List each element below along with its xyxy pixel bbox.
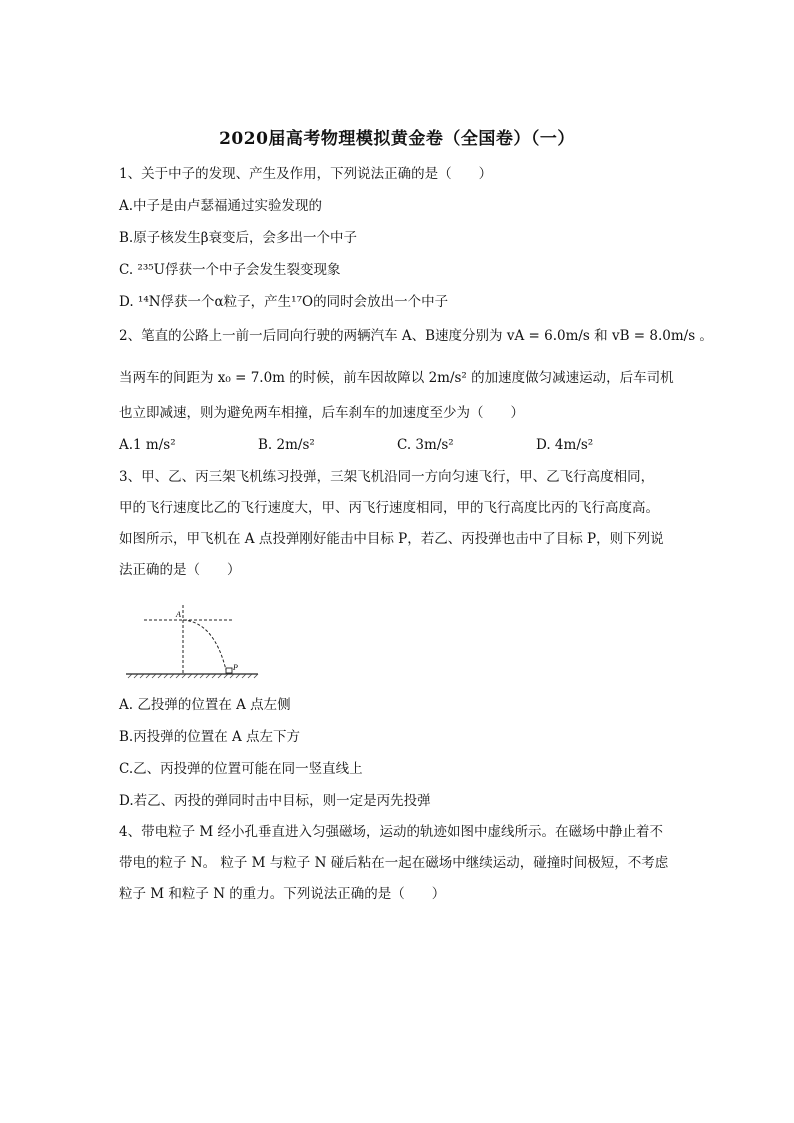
q3-option-b: B.丙投弹的位置在 A 点左下方: [119, 729, 301, 745]
q4-stem-line-1: 4、带电粒子 M 经小孔垂直进入匀强磁场，运动的轨迹如图中虚线所示。在磁场中静止着不: [119, 824, 663, 840]
q2-stem-line-2: 当两车的间距为 x₀ = 7.0m 的时候，前车因故障以 2m/s² 的加速度做匀减速运动，后车司机: [119, 370, 674, 386]
q2-stem-line-1: 2、笔直的公路上一前一后同向行驶的两辆汽车 A、B速度分别为 vA = 6.0m/s 和 vB = 8.0m/s 。: [119, 328, 713, 344]
q3-stem-line-4: 法正确的是（ ）: [119, 562, 241, 578]
q2-option-a: A.1 m/s²: [119, 437, 176, 453]
q1-option-c: C. ²³⁵U俘获一个中子会发生裂变现象: [119, 262, 341, 278]
q1-option-a: A.中子是由卢瑟福通过实验发现的: [119, 198, 323, 214]
q1-stem: 1、关于中子的发现、产生及作用，下列说法正确的是（ ）: [119, 166, 493, 182]
projectile-diagram: [122, 600, 262, 684]
label-p: P: [233, 663, 238, 672]
q2-option-c: C. 3m/s²: [397, 437, 454, 453]
q3-option-c: C.乙、丙投弹的位置可能在同一竖直线上: [119, 761, 363, 777]
q4-stem-line-2: 带电的粒子 N。 粒子 M 与粒子 N 碰后粘在一起在磁场中继续运动，碰撞时间极短，不考虑: [119, 855, 669, 871]
trajectory-curve: [183, 620, 226, 670]
q2-option-b: B. 2m/s²: [258, 437, 315, 453]
q3-stem-line-2: 甲的飞行速度比乙的飞行速度大，甲、丙飞行速度相同，甲的飞行高度比丙的飞行高度高。: [119, 500, 659, 516]
q3-stem-line-1: 3、甲、乙、丙三架飞机练习投弹，三架飞机沿同一方向匀速飞行，甲、乙飞行高度相同，: [119, 469, 655, 485]
q3-option-d: D.若乙、丙投的弹同时击中目标，则一定是丙先投弹: [119, 793, 431, 809]
page-title: 2020届高考物理模拟黄金卷（全国卷）（一）: [219, 129, 575, 149]
q2-stem-line-3: 也立即减速，则为避免两车相撞，后车刹车的加速度至少为（ ）: [119, 405, 524, 421]
label-a: A: [176, 610, 181, 619]
q4-stem-line-3: 粒子 M 和粒子 N 的重力。下列说法正确的是（ ）: [119, 886, 446, 902]
q1-option-d: D. ¹⁴N俘获一个α粒子，产生¹⁷O的同时会放出一个中子: [119, 294, 449, 310]
q3-stem-line-3: 如图所示，甲飞机在 A 点投弹刚好能击中目标 P，若乙、丙投弹也击中了目标 P，则下列说: [119, 531, 664, 547]
q3-option-a: A. 乙投弹的位置在 A 点左侧: [119, 697, 291, 713]
q1-option-b: B.原子核发生β衰变后，会多出一个中子: [119, 230, 358, 246]
target-box: [226, 668, 232, 673]
q2-option-d: D. 4m/s²: [536, 437, 594, 453]
